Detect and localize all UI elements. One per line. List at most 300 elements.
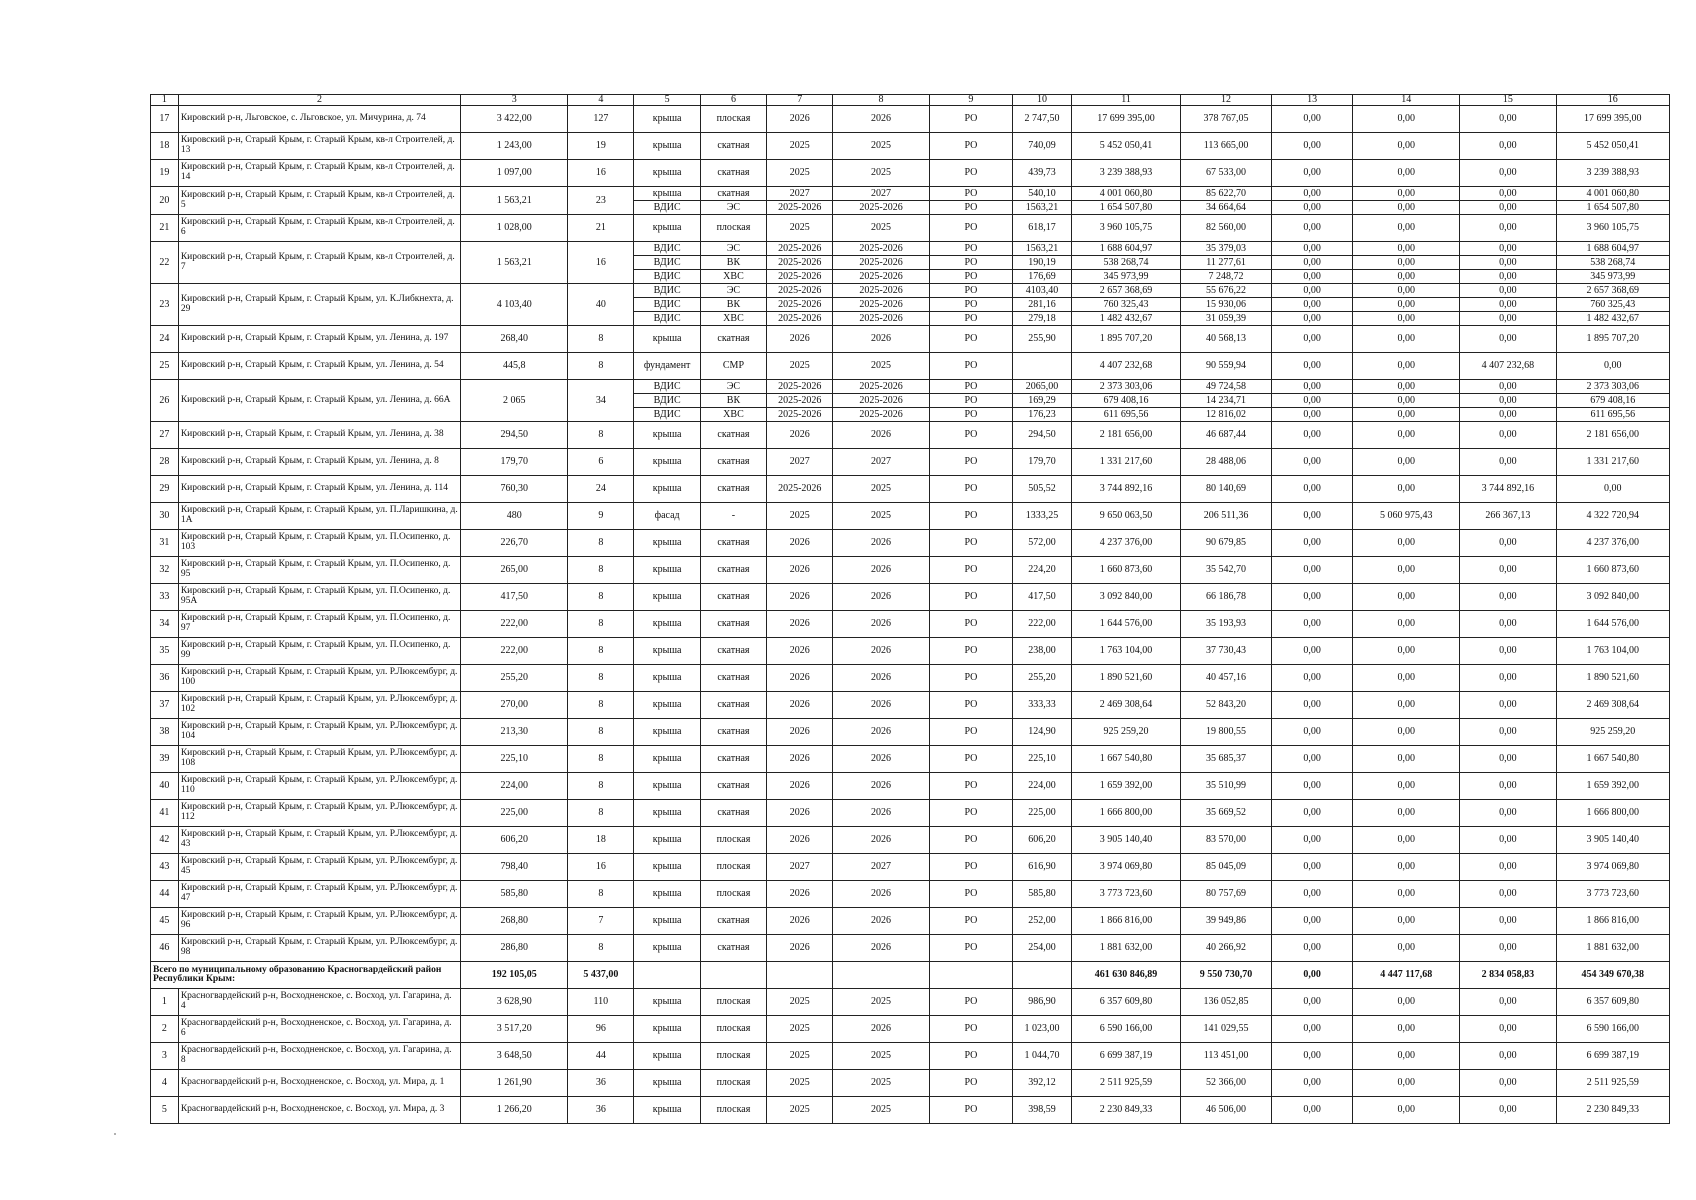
- cell-c6: скатная: [700, 133, 766, 160]
- cell-c10: 572,00: [1013, 530, 1072, 557]
- cell-c7: 2027: [767, 187, 833, 201]
- cell-c14: 0,00: [1353, 380, 1460, 394]
- col-header: 16: [1556, 95, 1669, 106]
- table-row: [151, 242, 1670, 256]
- cell-c10: 169,29: [1013, 394, 1072, 408]
- cell-c15: 0,00: [1460, 854, 1556, 881]
- cell-c8: 2025-2026: [833, 380, 929, 394]
- cell-c3: 225,10: [461, 746, 568, 773]
- cell-c11: 1 331 217,60: [1071, 449, 1180, 476]
- cell-c12: 35 669,52: [1181, 800, 1272, 827]
- cell-c9: РО: [929, 284, 1012, 298]
- cell-c15: 0,00: [1460, 530, 1556, 557]
- cell-c9: РО: [929, 530, 1012, 557]
- cell-c8: 2025: [833, 1097, 929, 1124]
- cell-c10: 392,12: [1013, 1070, 1072, 1097]
- row-number: 3: [151, 1043, 179, 1070]
- cell-c3: 270,00: [461, 692, 568, 719]
- cell-c7: 2025-2026: [767, 476, 833, 503]
- cell-c5: крыша: [634, 476, 700, 503]
- cell-c3: 606,20: [461, 827, 568, 854]
- cell-c12: 28 488,06: [1181, 449, 1272, 476]
- cell-c10: 540,10: [1013, 187, 1072, 201]
- table-row: [151, 1097, 1670, 1124]
- cell-c14: 0,00: [1353, 312, 1460, 326]
- row-number: 2: [151, 1016, 179, 1043]
- cell-c3: 213,30: [461, 719, 568, 746]
- cell-c6: -: [700, 503, 766, 530]
- cell-c7: 2025: [767, 989, 833, 1016]
- row-number: 42: [151, 827, 179, 854]
- col-header: 4: [568, 95, 634, 106]
- cell-c15: 0,00: [1460, 611, 1556, 638]
- cell-c6: скатная: [700, 773, 766, 800]
- cell-c16: 1 895 707,20: [1556, 326, 1669, 353]
- cell-c11: 3 905 140,40: [1071, 827, 1180, 854]
- cell-c4: 7: [568, 908, 634, 935]
- cell-c13: 0,00: [1271, 312, 1352, 326]
- cell-c8: 2026: [833, 557, 929, 584]
- cell-c8: 2025-2026: [833, 284, 929, 298]
- table-row: [151, 611, 1670, 638]
- cell-c4: 34: [568, 380, 634, 422]
- row-number: 4: [151, 1070, 179, 1097]
- cell-c15: 0,00: [1460, 394, 1556, 408]
- cell-c7: 2026: [767, 719, 833, 746]
- cell-c7: 2026: [767, 611, 833, 638]
- cell-c5: крыша: [634, 557, 700, 584]
- cell-c3: 179,70: [461, 449, 568, 476]
- cell-c13: 0,00: [1271, 557, 1352, 584]
- cell-c3: 798,40: [461, 854, 568, 881]
- cell-c13: 0,00: [1271, 394, 1352, 408]
- cell-c4: 24: [568, 476, 634, 503]
- cell-c4: 36: [568, 1097, 634, 1124]
- cell-c15: 0,00: [1460, 187, 1556, 201]
- cell-c10: 179,70: [1013, 449, 1072, 476]
- cell-c7: 2026: [767, 638, 833, 665]
- cell-c8: 2025-2026: [833, 270, 929, 284]
- cell-c15: 0,00: [1460, 827, 1556, 854]
- cell-c10: 190,19: [1013, 256, 1072, 270]
- cell-c5: крыша: [634, 989, 700, 1016]
- cell-c11: 1 763 104,00: [1071, 638, 1180, 665]
- cell-c6: ЭС: [700, 380, 766, 394]
- cell-c12: 11 277,61: [1181, 256, 1272, 270]
- cell-c4: 96: [568, 1016, 634, 1043]
- cell-c16: 3 239 388,93: [1556, 160, 1669, 187]
- cell-c13: 0,00: [1271, 298, 1352, 312]
- cell-c7: 2026: [767, 557, 833, 584]
- total-cost: 461 630 846,89: [1071, 962, 1180, 989]
- cell-c13: 0,00: [1271, 201, 1352, 215]
- cell-c9: РО: [929, 133, 1012, 160]
- cell-c7: 2026: [767, 746, 833, 773]
- row-number: 26: [151, 380, 179, 422]
- address-cell: Красногвардейский р-н, Восходненское, с. Восход, ул. Мира, д. 1: [178, 1070, 460, 1097]
- cell-c8: 2025-2026: [833, 201, 929, 215]
- cell-c10: 616,90: [1013, 854, 1072, 881]
- cell-c4: 8: [568, 719, 634, 746]
- cell-c9: РО: [929, 242, 1012, 256]
- cell-c3: 1 266,20: [461, 1097, 568, 1124]
- cell-c7: 2026: [767, 530, 833, 557]
- cell-c9: РО: [929, 256, 1012, 270]
- cell-c6: скатная: [700, 800, 766, 827]
- cell-c7: 2025: [767, 353, 833, 380]
- cell-c9: РО: [929, 908, 1012, 935]
- cell-c3: 222,00: [461, 611, 568, 638]
- cell-c7: 2025: [767, 1097, 833, 1124]
- cell-c16: 3 905 140,40: [1556, 827, 1669, 854]
- cell-c16: 1 890 521,60: [1556, 665, 1669, 692]
- cell-c4: 8: [568, 746, 634, 773]
- cell-c3: 1 097,00: [461, 160, 568, 187]
- table-row: [151, 719, 1670, 746]
- cell-c13: 0,00: [1271, 746, 1352, 773]
- cell-c7: 2026: [767, 106, 833, 133]
- cell-c10: 1333,25: [1013, 503, 1072, 530]
- cell-c3: 2 065: [461, 380, 568, 422]
- cell-c8: 2027: [833, 854, 929, 881]
- cell-c9: РО: [929, 394, 1012, 408]
- table-row: [151, 449, 1670, 476]
- cell-c15: 0,00: [1460, 242, 1556, 256]
- cell-c6: ХВС: [700, 408, 766, 422]
- cell-c10: 505,52: [1013, 476, 1072, 503]
- cell-c11: 2 469 308,64: [1071, 692, 1180, 719]
- cell-c5: ВДИС: [634, 394, 700, 408]
- cell-c9: РО: [929, 854, 1012, 881]
- table-row: [151, 1016, 1670, 1043]
- cell-c13: 0,00: [1271, 881, 1352, 908]
- cell-c12: 34 664,64: [1181, 201, 1272, 215]
- cell-c12: 19 800,55: [1181, 719, 1272, 746]
- cell-c5: крыша: [634, 1016, 700, 1043]
- cell-c8: 2026: [833, 935, 929, 962]
- cell-c9: РО: [929, 611, 1012, 638]
- row-number: 44: [151, 881, 179, 908]
- cell-c15: 3 744 892,16: [1460, 476, 1556, 503]
- cell-c9: РО: [929, 638, 1012, 665]
- cell-c7: 2025: [767, 1070, 833, 1097]
- cell-c13: 0,00: [1271, 584, 1352, 611]
- cell-c8: 2025-2026: [833, 408, 929, 422]
- cell-c9: РО: [929, 106, 1012, 133]
- cell-c13: 0,00: [1271, 827, 1352, 854]
- address-cell: Кировский р-н, Старый Крым, г. Старый Крым, ул. П.Осипенко, д. 95: [178, 557, 460, 584]
- cell-c6: скатная: [700, 908, 766, 935]
- cell-c4: 23: [568, 187, 634, 215]
- cell-c6: ЭС: [700, 242, 766, 256]
- cell-c7: 2025: [767, 215, 833, 242]
- cell-c9: РО: [929, 312, 1012, 326]
- cell-c9: РО: [929, 1097, 1012, 1124]
- cell-c11: 2 373 303,06: [1071, 380, 1180, 394]
- cell-c11: 9 650 063,50: [1071, 503, 1180, 530]
- cell: [700, 962, 766, 989]
- cell-c7: 2025-2026: [767, 380, 833, 394]
- address-cell: Кировский р-н, Старый Крым, г. Старый Крым, ул. К.Либкнехта, д. 29: [178, 284, 460, 326]
- address-cell: Красногвардейский р-н, Восходненское, с. Восход, ул. Гагарина, д. 4: [178, 989, 460, 1016]
- table-row: [151, 106, 1670, 133]
- cell-c4: 8: [568, 611, 634, 638]
- cell-c12: 46 506,00: [1181, 1097, 1272, 1124]
- cell-c8: 2026: [833, 719, 929, 746]
- cell-c16: 1 331 217,60: [1556, 449, 1669, 476]
- cell-c16: 3 960 105,75: [1556, 215, 1669, 242]
- cell-c15: 0,00: [1460, 312, 1556, 326]
- cell-c9: РО: [929, 201, 1012, 215]
- cell-c5: крыша: [634, 719, 700, 746]
- cell-c11: 1 482 432,67: [1071, 312, 1180, 326]
- cell-c3: 417,50: [461, 584, 568, 611]
- table-row: [151, 881, 1670, 908]
- cell-c11: 1 881 632,00: [1071, 935, 1180, 962]
- cell-c16: 2 511 925,59: [1556, 1070, 1669, 1097]
- cell-c9: РО: [929, 935, 1012, 962]
- cell-c8: 2026: [833, 530, 929, 557]
- cell-c9: РО: [929, 1043, 1012, 1070]
- cell-c15: 0,00: [1460, 1070, 1556, 1097]
- cell-c14: 0,00: [1353, 187, 1460, 201]
- cell-c4: 8: [568, 881, 634, 908]
- cell-c8: 2025-2026: [833, 298, 929, 312]
- cell-c6: ВК: [700, 394, 766, 408]
- cell-c16: 0,00: [1556, 476, 1669, 503]
- cell-c6: плоская: [700, 854, 766, 881]
- cell-c14: 0,00: [1353, 665, 1460, 692]
- cell-c7: 2026: [767, 881, 833, 908]
- cell-c9: РО: [929, 989, 1012, 1016]
- cell-c8: 2025: [833, 133, 929, 160]
- col-header: 9: [929, 95, 1012, 106]
- cell-c16: 2 373 303,06: [1556, 380, 1669, 394]
- cell-c5: крыша: [634, 881, 700, 908]
- cell-c11: 2 230 849,33: [1071, 1097, 1180, 1124]
- cell-c6: ВК: [700, 256, 766, 270]
- cell-c11: 3 744 892,16: [1071, 476, 1180, 503]
- cell-c7: 2025: [767, 160, 833, 187]
- cell-c13: 0,00: [1271, 773, 1352, 800]
- cell-c15: 0,00: [1460, 692, 1556, 719]
- cell-c12: 85 045,09: [1181, 854, 1272, 881]
- column-number-row: [151, 95, 1670, 106]
- col-header: 7: [767, 95, 833, 106]
- cell-c10: 2 747,50: [1013, 106, 1072, 133]
- cell-c8: 2026: [833, 908, 929, 935]
- row-number: 28: [151, 449, 179, 476]
- cell-c6: скатная: [700, 187, 766, 201]
- cell-c3: 268,80: [461, 908, 568, 935]
- cell-c6: скатная: [700, 719, 766, 746]
- table-row: [151, 1070, 1670, 1097]
- capital-repair-table: [150, 94, 1670, 1124]
- cell-c13: 0,00: [1271, 908, 1352, 935]
- address-cell: Кировский р-н, Старый Крым, г. Старый Крым, ул. П.Осипенко, д. 97: [178, 611, 460, 638]
- cell-c7: 2025-2026: [767, 201, 833, 215]
- cell-c4: 19: [568, 133, 634, 160]
- cell-c14: 0,00: [1353, 353, 1460, 380]
- cell-c14: 0,00: [1353, 881, 1460, 908]
- scan-speck: [114, 1133, 116, 1135]
- cell-c4: 8: [568, 638, 634, 665]
- cell-c14: 0,00: [1353, 800, 1460, 827]
- cell-c11: 1 688 604,97: [1071, 242, 1180, 256]
- cell-c9: РО: [929, 270, 1012, 284]
- cell-c8: 2027: [833, 449, 929, 476]
- cell-c10: 176,23: [1013, 408, 1072, 422]
- cell: [1013, 962, 1072, 989]
- cell-c3: 1 563,21: [461, 242, 568, 284]
- table-row: [151, 665, 1670, 692]
- cell-c14: 0,00: [1353, 719, 1460, 746]
- cell-c6: плоская: [700, 1070, 766, 1097]
- row-number: 24: [151, 326, 179, 353]
- cell-c7: 2025: [767, 1043, 833, 1070]
- cell-c4: 8: [568, 326, 634, 353]
- address-cell: Красногвардейский р-н, Восходненское, с. Восход, ул. Гагарина, д. 6: [178, 1016, 460, 1043]
- cell-c14: 0,00: [1353, 284, 1460, 298]
- cell-c6: скатная: [700, 611, 766, 638]
- table-row: [151, 692, 1670, 719]
- cell-c10: 417,50: [1013, 584, 1072, 611]
- cell-c14: 0,00: [1353, 394, 1460, 408]
- cell-c14: 0,00: [1353, 160, 1460, 187]
- address-cell: Красногвардейский р-н, Восходненское, с. Восход, ул. Мира, д. 3: [178, 1097, 460, 1124]
- cell-c16: 1 660 873,60: [1556, 557, 1669, 584]
- cell-c16: 3 974 069,80: [1556, 854, 1669, 881]
- cell-c5: крыша: [634, 746, 700, 773]
- cell-c5: крыша: [634, 584, 700, 611]
- cell-c9: РО: [929, 380, 1012, 394]
- cell-c14: 0,00: [1353, 692, 1460, 719]
- cell-c13: 0,00: [1271, 256, 1352, 270]
- cell-c4: 21: [568, 215, 634, 242]
- cell-c4: 8: [568, 773, 634, 800]
- cell-c12: 7 248,72: [1181, 270, 1272, 284]
- cell-c8: 2026: [833, 584, 929, 611]
- cell-c10: 254,00: [1013, 935, 1072, 962]
- address-cell: Кировский р-н, Старый Крым, г. Старый Крым, ул. Р.Люксембург, д. 102: [178, 692, 460, 719]
- cell-c10: 225,00: [1013, 800, 1072, 827]
- address-cell: Кировский р-н, Старый Крым, г. Старый Крым, ул. Р.Люксембург, д. 112: [178, 800, 460, 827]
- cell-c12: 31 059,39: [1181, 312, 1272, 326]
- cell-c11: 1 644 576,00: [1071, 611, 1180, 638]
- table-row: [151, 854, 1670, 881]
- cell-c3: 3 648,50: [461, 1043, 568, 1070]
- cell-c11: 5 452 050,41: [1071, 133, 1180, 160]
- cell-c8: 2026: [833, 326, 929, 353]
- cell-c3: 4 103,40: [461, 284, 568, 326]
- cell-c10: 618,17: [1013, 215, 1072, 242]
- cell-c15: 0,00: [1460, 1097, 1556, 1124]
- cell-c5: фасад: [634, 503, 700, 530]
- cell-c9: РО: [929, 408, 1012, 422]
- cell-c5: крыша: [634, 854, 700, 881]
- cell-c5: фундамент: [634, 353, 700, 380]
- cell-c10: 224,00: [1013, 773, 1072, 800]
- cell-c6: скатная: [700, 160, 766, 187]
- cell-c6: скатная: [700, 746, 766, 773]
- cell-c8: 2026: [833, 881, 929, 908]
- cell-c8: 2026: [833, 827, 929, 854]
- address-cell: Кировский р-н, Старый Крым, г. Старый Крым, ул. Р.Люксембург, д. 104: [178, 719, 460, 746]
- cell-c6: скатная: [700, 935, 766, 962]
- cell-c16: 5 452 050,41: [1556, 133, 1669, 160]
- cell-c10: 1 023,00: [1013, 1016, 1072, 1043]
- table-body: [151, 106, 1670, 1124]
- row-number: 18: [151, 133, 179, 160]
- col-header: 12: [1181, 95, 1272, 106]
- address-cell: Кировский р-н, Старый Крым, г. Старый Крым, кв-л Строителей, д. 14: [178, 160, 460, 187]
- cell-c3: 1 261,90: [461, 1070, 568, 1097]
- cell-c10: 225,10: [1013, 746, 1072, 773]
- cell-c11: 6 699 387,19: [1071, 1043, 1180, 1070]
- cell-c8: 2025: [833, 476, 929, 503]
- address-cell: Кировский р-н, Старый Крым, г. Старый Крым, ул. Р.Люксембург, д. 43: [178, 827, 460, 854]
- cell-c11: 760 325,43: [1071, 298, 1180, 312]
- cell-c12: 82 560,00: [1181, 215, 1272, 242]
- cell-c11: 679 408,16: [1071, 394, 1180, 408]
- cell-c12: 39 949,86: [1181, 908, 1272, 935]
- cell-c16: 1 866 816,00: [1556, 908, 1669, 935]
- cell-c14: 0,00: [1353, 256, 1460, 270]
- cell-c3: 226,70: [461, 530, 568, 557]
- row-number: 46: [151, 935, 179, 962]
- cell-c5: крыша: [634, 908, 700, 935]
- cell-c15: 0,00: [1460, 270, 1556, 284]
- total-count: 5 437,00: [568, 962, 634, 989]
- cell-c12: 35 193,93: [1181, 611, 1272, 638]
- cell-c3: 760,30: [461, 476, 568, 503]
- cell-c12: 55 676,22: [1181, 284, 1272, 298]
- cell-c16: 3 092 840,00: [1556, 584, 1669, 611]
- cell-c8: 2027: [833, 187, 929, 201]
- address-cell: Кировский р-н, Льговское, с. Льговское, ул. Мичурина, д. 74: [178, 106, 460, 133]
- cell-c9: РО: [929, 746, 1012, 773]
- col-header: 10: [1013, 95, 1072, 106]
- cell-c16: 4 001 060,80: [1556, 187, 1669, 201]
- cell: [767, 962, 833, 989]
- cell-c10: 224,20: [1013, 557, 1072, 584]
- cell-c15: 0,00: [1460, 408, 1556, 422]
- cell-c5: крыша: [634, 611, 700, 638]
- cell-c8: 2025: [833, 1043, 929, 1070]
- cell-c13: 0,00: [1271, 611, 1352, 638]
- row-number: 39: [151, 746, 179, 773]
- cell-c12: 40 457,16: [1181, 665, 1272, 692]
- cell-c7: 2026: [767, 800, 833, 827]
- cell-c12: 15 930,06: [1181, 298, 1272, 312]
- cell-c7: 2026: [767, 584, 833, 611]
- cell-c5: крыша: [634, 160, 700, 187]
- cell-c5: крыша: [634, 638, 700, 665]
- cell-c13: 0,00: [1271, 854, 1352, 881]
- cell-c10: [1013, 353, 1072, 380]
- cell-c10: 986,90: [1013, 989, 1072, 1016]
- cell-c3: 255,20: [461, 665, 568, 692]
- row-number: 17: [151, 106, 179, 133]
- cell-c14: 0,00: [1353, 557, 1460, 584]
- cell-c11: 1 866 816,00: [1071, 908, 1180, 935]
- cell-c8: 2025-2026: [833, 394, 929, 408]
- cell-c13: 0,00: [1271, 284, 1352, 298]
- cell-c5: крыша: [634, 692, 700, 719]
- cell-c7: 2026: [767, 326, 833, 353]
- address-cell: Красногвардейский р-н, Восходненское, с. Восход, ул. Гагарина, д. 8: [178, 1043, 460, 1070]
- table-row: [151, 160, 1670, 187]
